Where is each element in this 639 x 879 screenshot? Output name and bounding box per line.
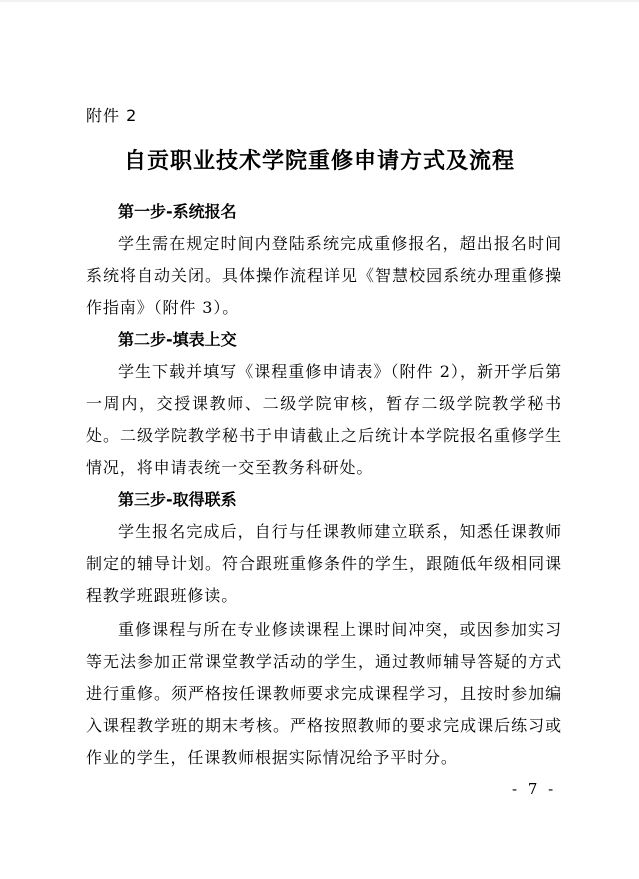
document-title: 自贡职业技术学院重修申请方式及流程	[123, 148, 515, 174]
step-1-heading: 第一步-系统报名	[118, 202, 237, 221]
step-3-paragraph-2: 重修课程与所在专业修读课程上课时间冲突，或因参加实习等无法参加正常课堂教学活动的学生，通过教师辅导答疑的方式进行重修。须严格按任课教师要求完成课程学习，且按时参加编入课程教学班的期末考核。严格按照教师的要求完成课后练习或作业的学生，任课教师根据实际情况给予平时分。	[86, 620, 562, 767]
page-number: - 7 -	[512, 780, 557, 798]
step-3-heading: 第三步-取得联系	[118, 490, 237, 509]
top-border	[0, 0, 639, 2]
step-3-paragraph-1: 学生报名完成后，自行与任课教师建立联系，知悉任课教师制定的辅导计划。符合跟班重修条件的学生，跟随低年级相同课程教学班跟班修读。	[86, 522, 562, 605]
attachment-label: 附件 2	[86, 106, 138, 125]
document-body	[86, 196, 562, 774]
step-2-paragraph: 学生下载并填写《课程重修申请表》（附件 2），新开学后第一周内，交授课教师、二级学院审核，暂存二级学院教学秘书处。二级学院教学秘书于申请截止之后统计本学院报名重修学生情况，将申请表统一交至教务科研处。	[86, 362, 562, 477]
step-1-paragraph: 学生需在规定时间内登陆系统完成重修报名，超出报名时间系统将自动关闭。具体操作流程详见《智慧校园系统办理重修操作指南》（附件 3）。	[86, 234, 562, 317]
step-2-heading: 第二步-填表上交	[118, 330, 237, 349]
